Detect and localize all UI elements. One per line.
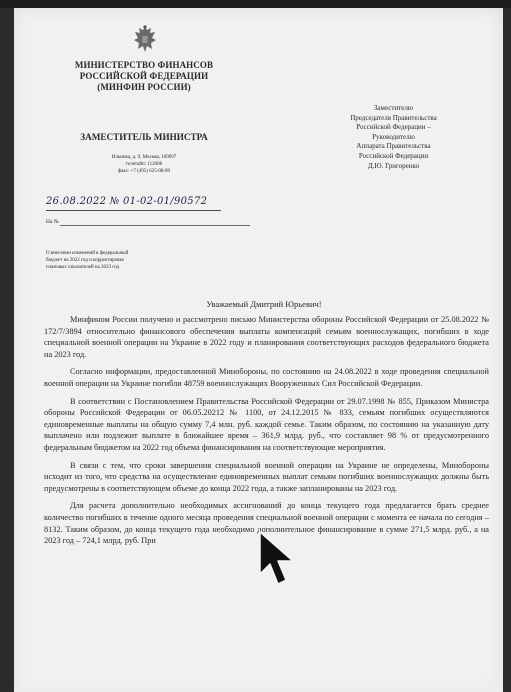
ministry-name [44, 60, 244, 93]
addressee-line: Д.Ю. Григоренко [367, 161, 420, 170]
reference-label: На № [46, 219, 60, 225]
outgoing-number: 26.08.2022 № 01-02-01/90572 [46, 196, 221, 211]
subject-line: О внесении изменений в федеральный [46, 251, 129, 256]
page-bottom-fade [14, 676, 503, 692]
mouse-pointer-icon [258, 530, 300, 588]
addressee-line: Руководителю [372, 132, 415, 141]
ministry-line: МИНИСТЕРСТВО ФИНАНСОВ [74, 60, 214, 70]
body-paragraph: Согласно информации, предоставленной Минобороны, по состоянию на 24.08.2022 в ходе проведения специальной военной операции на Украине погибли 48759 военнослужащих Вооруженных Сил Российской Федерации. [44, 367, 489, 388]
deputy-minister-title: ЗАМЕСТИТЕЛЬ МИНИСТРА [80, 132, 208, 142]
address-line: Ильинка, д. 9, Москва, 109097 [111, 155, 177, 160]
addressee-line: Российской Федерации [358, 151, 429, 160]
address-line: телетайп: 112008 [125, 162, 163, 167]
addressee-line: Заместителю [373, 104, 414, 112]
addressee-line: Аппарата Правительства [356, 142, 431, 151]
subject-line: плановых показателей на 2023 год [46, 264, 120, 270]
document-page [14, 8, 503, 692]
addressee-line: Председателя Правительства [350, 113, 437, 122]
subject-line: бюджет на 2022 год и корректировке [46, 257, 125, 263]
salutation: Уважаемый Дмитрий Юрьевич! [206, 299, 322, 309]
body-paragraph: В связи с тем, что сроки завершения специальной военной операции на Украине не определены, Минобороны исходит из того, что средства на осуществление единовременных выплат семьям погибших военнослужащих должны быть предусмотрены в соответствующем объеме до конца 2022 года, а также запланированы на 2023 год. [44, 460, 489, 493]
ministry-line: (МИНФИН РОССИИ) [97, 82, 191, 92]
addressee-line: Российской Федерации – [356, 123, 431, 132]
ministry-line: РОССИЙСКОЙ ФЕДЕРАЦИИ [79, 71, 209, 81]
body-paragraph: В соответствии с Постановлением Правительства Российской Федерации от 29.07.1998 № 855, Приказом Министра обороны Российской Федерации от 06.05.20212 № 1100, от 24.12.2015 № 833, семьям погибших осуществляются единовременные выплаты на общую сумму 7,4 млн. руб. каждой семье. Таким образом, по состоянию на указанную дату выплачено или подлежит выплате в ближайшее время – 361,9 млрд. руб., что составляет 98 % от предусмотренного федеральным бюджетом на 2022 год объема финансирования на соответствующие мероприятия. [44, 396, 489, 452]
russian-coat-of-arms-icon [133, 24, 157, 54]
body-paragraph: Для расчета дополнительно необходимых ассигнований до конца текущего года предлагается брать среднее количество погибших в течение одного месяца проведения специальной военной операции с момента ее начала по сегодня – 8132. Таким образом, до конца текущего года необходимо дополнительное финансирование в сумме 271,5 млрд. руб., а на 2023 год – 724,1 млрд. руб. При [44, 501, 489, 546]
window-top-bar [0, 0, 511, 8]
reference-line [60, 225, 250, 226]
scanned-content [14, 8, 503, 692]
letter-subject [46, 251, 196, 271]
addressee-block [306, 104, 481, 171]
ministry-address [64, 154, 224, 175]
address-line: факс: +7 (495) 625-08-89 [117, 169, 171, 174]
letter-body [44, 314, 489, 553]
body-paragraph: Минфином России получено и рассмотрено письмо Министерства обороны Российской Федерации от 25.08.2022 № 172/7/3894 относительно финансового обеспечения выплаты компенсаций семьям военнослужащих, погибших в ходе специальной военной операции на Украине в 2022 году и планирования соответствующих расходов федерального бюджета на 2023 год. [44, 315, 489, 359]
